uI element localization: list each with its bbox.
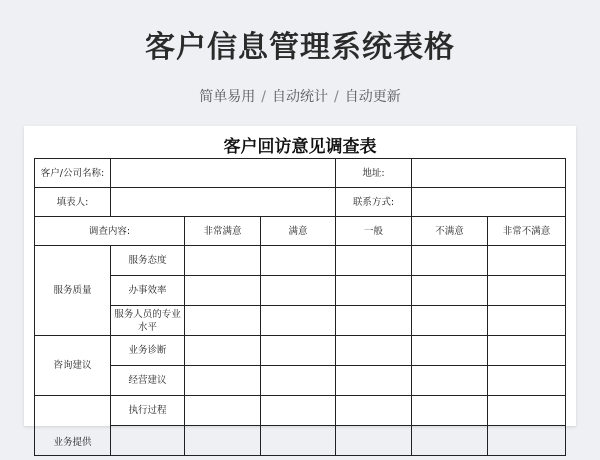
rating-cell[interactable] [336, 426, 412, 456]
rating-cell[interactable] [488, 426, 566, 456]
rating-cell[interactable] [488, 276, 566, 306]
page-title: 客户信息管理系统表格 [145, 30, 455, 65]
item-label: 执行过程 [111, 396, 185, 426]
rating-cell[interactable] [261, 306, 336, 336]
rating-cell[interactable] [412, 246, 488, 276]
rating-cell[interactable] [261, 276, 336, 306]
rating-cell[interactable] [185, 306, 261, 336]
rating-cell[interactable] [261, 336, 336, 366]
rating-cell[interactable] [412, 336, 488, 366]
rating-cell[interactable] [336, 336, 412, 366]
subtitle-separator: / [334, 89, 339, 105]
group-label: 服务质量 [35, 246, 111, 336]
rating-cell[interactable] [488, 306, 566, 336]
sheet-title: 客户回访意见调查表 [223, 137, 377, 157]
filler-value-cell[interactable] [111, 188, 336, 217]
survey-table [34, 158, 566, 456]
rating-cell[interactable] [336, 246, 412, 276]
rating-cell[interactable] [185, 336, 261, 366]
subtitle-item: 自动统计 [272, 89, 328, 105]
survey-sheet-preview [24, 126, 576, 448]
rating-cell[interactable] [185, 426, 261, 456]
rating-cell[interactable] [488, 336, 566, 366]
rating-cell[interactable] [412, 426, 488, 456]
rating-cell[interactable] [185, 246, 261, 276]
subtitle-item: 自动更新 [344, 89, 401, 105]
group-label: 业务提供 [35, 396, 111, 456]
table-row [35, 246, 566, 276]
rating-cell[interactable] [488, 366, 566, 396]
item-label-empty [111, 426, 185, 456]
item-label: 办事效率 [111, 276, 185, 306]
item-label: 经营建议 [111, 366, 185, 396]
group-label: 咨询建议 [35, 336, 111, 396]
survey-label: 调查内容: [35, 217, 185, 246]
subtitle [0, 86, 600, 106]
rating-header: 非常不满意 [488, 217, 566, 246]
rating-cell[interactable] [412, 306, 488, 336]
rating-cell[interactable] [261, 366, 336, 396]
rating-cell[interactable] [412, 366, 488, 396]
table-row [35, 426, 566, 456]
rating-header: 一般 [336, 217, 412, 246]
rating-header: 满意 [261, 217, 336, 246]
subtitle-separator: / [261, 89, 266, 105]
rating-cell[interactable] [488, 246, 566, 276]
contact-value-cell[interactable] [412, 188, 566, 217]
item-label: 服务人员的专业水平 [111, 306, 185, 336]
table-row [35, 159, 566, 188]
rating-cell[interactable] [261, 396, 336, 426]
table-row [35, 366, 566, 396]
subtitle-item: 简单易用 [199, 89, 256, 105]
table-row [35, 276, 566, 306]
rating-cell[interactable] [261, 246, 336, 276]
rating-cell[interactable] [336, 366, 412, 396]
rating-cell[interactable] [185, 276, 261, 306]
rating-cell[interactable] [336, 396, 412, 426]
table-row [35, 306, 566, 336]
customer-label: 客户/公司名称: [35, 159, 111, 188]
rating-cell[interactable] [336, 306, 412, 336]
filler-label: 填表人: [35, 188, 111, 217]
item-label: 业务诊断 [111, 336, 185, 366]
item-label: 服务态度 [111, 246, 185, 276]
rating-header: 不满意 [412, 217, 488, 246]
table-row [35, 217, 566, 246]
rating-cell[interactable] [488, 396, 566, 426]
contact-label: 联系方式: [336, 188, 412, 217]
address-value-cell[interactable] [412, 159, 566, 188]
rating-cell[interactable] [336, 276, 412, 306]
rating-header: 非常满意 [185, 217, 261, 246]
rating-cell[interactable] [185, 396, 261, 426]
table-row [35, 396, 566, 426]
table-row [35, 188, 566, 217]
rating-cell[interactable] [185, 366, 261, 396]
table-row [35, 336, 566, 366]
rating-cell[interactable] [412, 396, 488, 426]
address-label: 地址: [336, 159, 412, 188]
customer-value-cell[interactable] [111, 159, 336, 188]
rating-cell[interactable] [261, 426, 336, 456]
rating-cell[interactable] [412, 276, 488, 306]
